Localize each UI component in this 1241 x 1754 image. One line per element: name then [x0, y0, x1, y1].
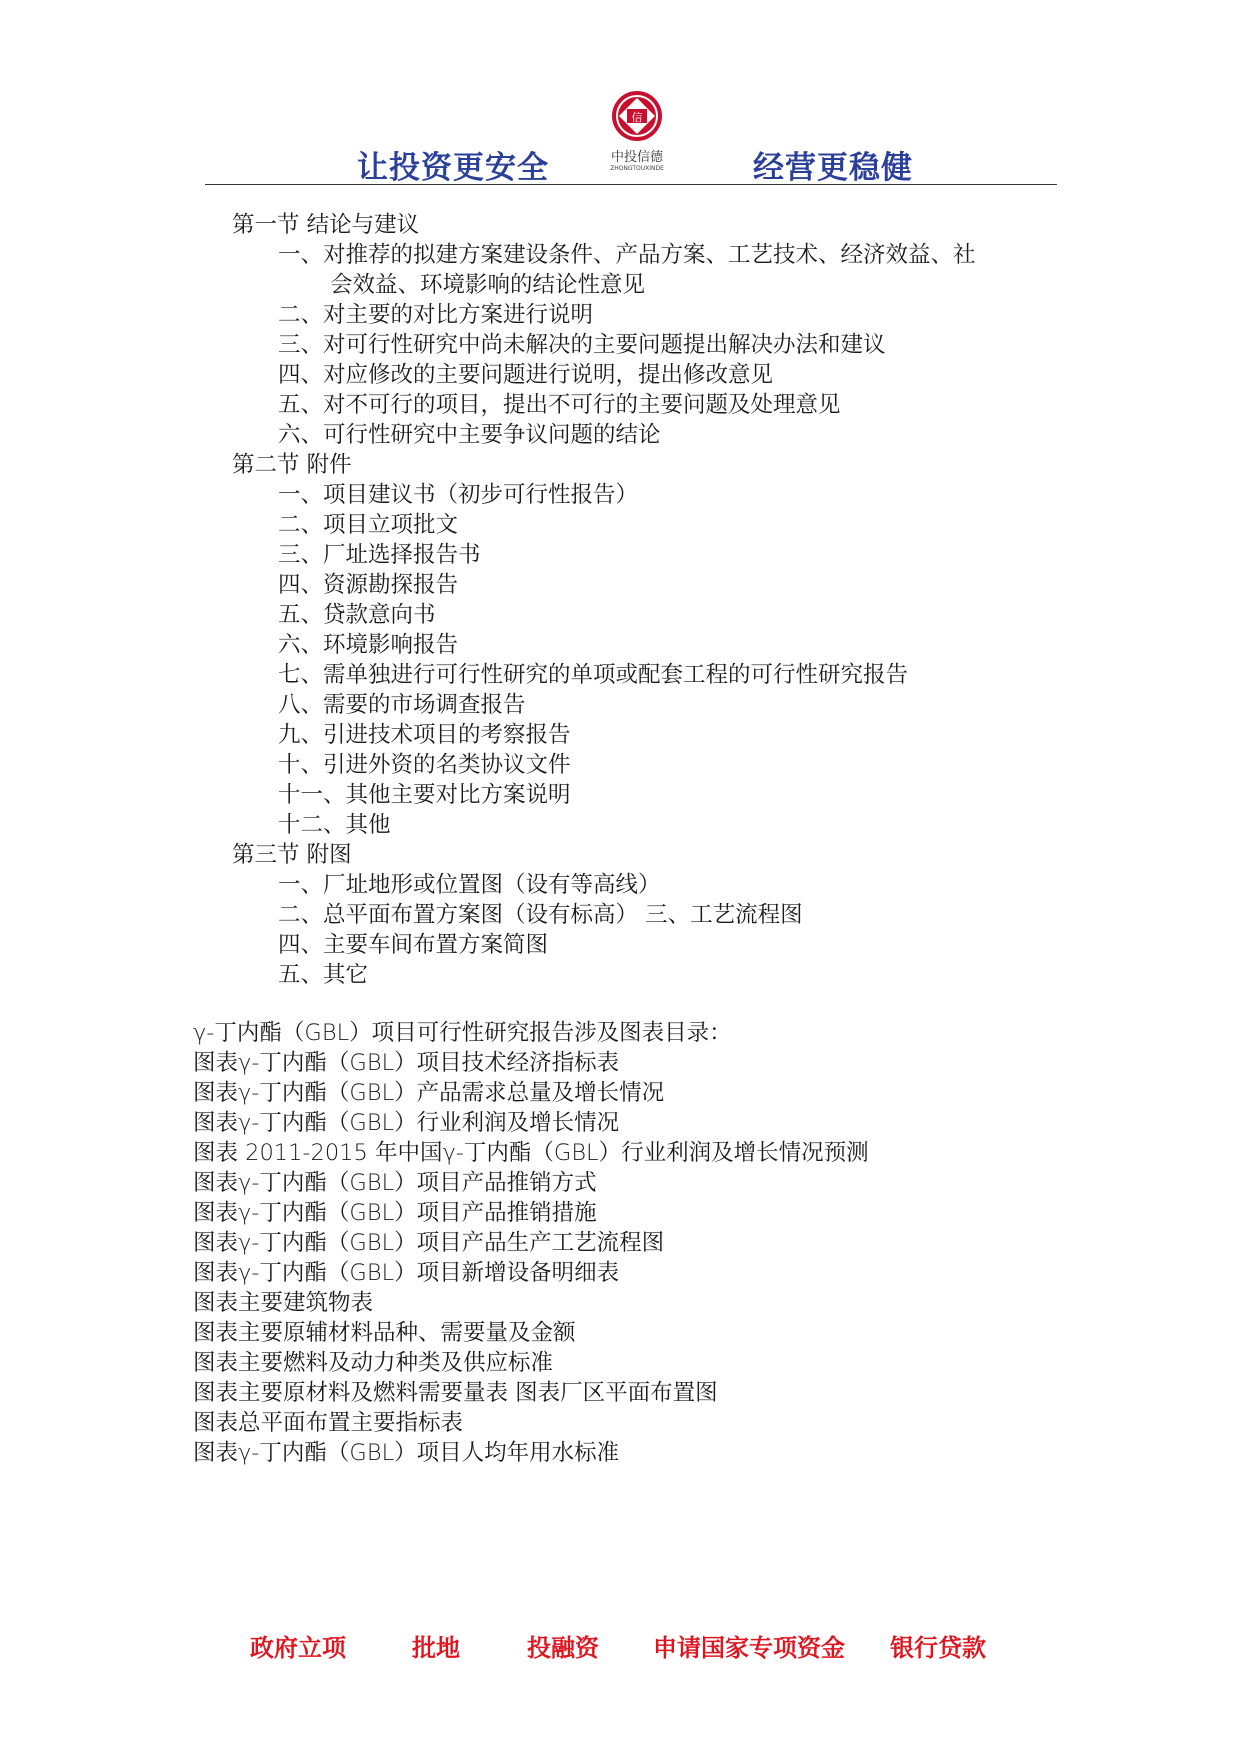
chart-list-title: γ-丁内酯（GBL）项目可行性研究报告涉及图表目录：: [193, 1020, 732, 1046]
section-title: 第二节 附件: [232, 452, 352, 478]
list-item: 七、需单独进行可行性研究的单项或配套工程的可行性研究报告: [278, 662, 909, 688]
list-item: 四、对应修改的主要问题进行说明，提出修改意见: [278, 362, 774, 388]
footer-link-financing[interactable]: 投融资: [527, 1634, 599, 1662]
page-footer: [0, 1628, 1241, 1664]
chart-list-item: 图表γ-丁内酯（GBL）项目技术经济指标表: [193, 1050, 620, 1076]
chart-list-item: 图表γ-丁内酯（GBL）项目产品推销措施: [193, 1200, 597, 1226]
chart-list-item: 图表主要建筑物表: [193, 1290, 374, 1316]
list-item: 一、厂址地形或位置图（设有等高线）: [278, 872, 661, 898]
list-item: 十二、其他: [278, 812, 391, 838]
header-slogan-right: 经营更稳健: [753, 150, 913, 186]
chart-list-item: 图表γ-丁内酯（GBL）项目新增设备明细表: [193, 1260, 620, 1286]
list-item: 六、可行性研究中主要争议问题的结论: [278, 422, 661, 448]
chart-list-item: 图表γ-丁内酯（GBL）项目产品推销方式: [193, 1170, 597, 1196]
footer-link-special-funds[interactable]: 申请国家专项资金: [653, 1634, 845, 1662]
logo-glyph: 信: [631, 111, 643, 124]
list-item: 三、厂址选择报告书: [278, 542, 481, 568]
page-header: [205, 88, 1057, 185]
chart-list-item: 图表总平面布置主要指标表: [193, 1410, 464, 1436]
company-logo: [601, 90, 673, 182]
footer-link-land-approval[interactable]: 批地: [412, 1634, 460, 1662]
section-title: 第三节 附图: [232, 842, 352, 868]
footer-link-bank-loan[interactable]: 银行贷款: [890, 1634, 986, 1662]
list-item: 四、资源勘探报告: [278, 572, 459, 598]
list-item: 六、环境影响报告: [278, 632, 459, 658]
list-item: 十、引进外资的名类协议文件: [278, 752, 571, 778]
list-item: 五、贷款意向书: [278, 602, 436, 628]
list-item-continued: 会效益、环境影响的结论性意见: [330, 272, 646, 298]
list-item: 二、总平面布置方案图（设有标高） 三、工艺流程图: [278, 902, 803, 928]
list-item: 一、对推荐的拟建方案建设条件、产品方案、工艺技术、经济效益、社: [278, 242, 976, 268]
chart-list-item: 图表γ-丁内酯（GBL）项目人均年用水标准: [193, 1440, 620, 1466]
chart-list-item: 图表主要原材料及燃料需要量表 图表厂区平面布置图: [193, 1380, 718, 1406]
chart-list-item: 图表主要原辅材料品种、需要量及金额: [193, 1320, 576, 1346]
list-item: 五、其它: [278, 962, 369, 988]
list-item: 一、项目建议书（初步可行性报告）: [278, 482, 639, 508]
logo-emblem-icon: [601, 90, 673, 146]
list-item: 二、项目立项批文: [278, 512, 459, 538]
list-item: 八、需要的市场调查报告: [278, 692, 526, 718]
logo-text-cn: 中投信德: [610, 150, 663, 165]
chart-list-item: 图表γ-丁内酯（GBL）项目产品生产工艺流程图: [193, 1230, 665, 1256]
section-title: 第一节 结论与建议: [232, 212, 420, 238]
chart-list-item: 图表γ-丁内酯（GBL）行业利润及增长情况: [193, 1110, 620, 1136]
chart-list-item: 图表主要燃料及动力种类及供应标准: [193, 1350, 554, 1376]
logo-text-en: ZHONGTOUXINDE: [610, 165, 664, 172]
footer-link-government-approval[interactable]: 政府立项: [250, 1634, 346, 1662]
list-item: 二、对主要的对比方案进行说明: [278, 302, 594, 328]
chart-list-item: 图表γ-丁内酯（GBL）产品需求总量及增长情况: [193, 1080, 665, 1106]
list-item: 九、引进技术项目的考察报告: [278, 722, 571, 748]
list-item: 三、对可行性研究中尚未解决的主要问题提出解决办法和建议: [278, 332, 886, 358]
list-item: 五、对不可行的项目，提出不可行的主要问题及处理意见: [278, 392, 841, 418]
chart-list-item: 图表 2011-2015 年中国γ-丁内酯（GBL）行业利润及增长情况预测: [193, 1140, 869, 1166]
list-item: 四、主要车间布置方案简图: [278, 932, 549, 958]
header-slogan-left: 让投资更安全: [357, 150, 549, 186]
list-item: 十一、其他主要对比方案说明: [278, 782, 571, 808]
